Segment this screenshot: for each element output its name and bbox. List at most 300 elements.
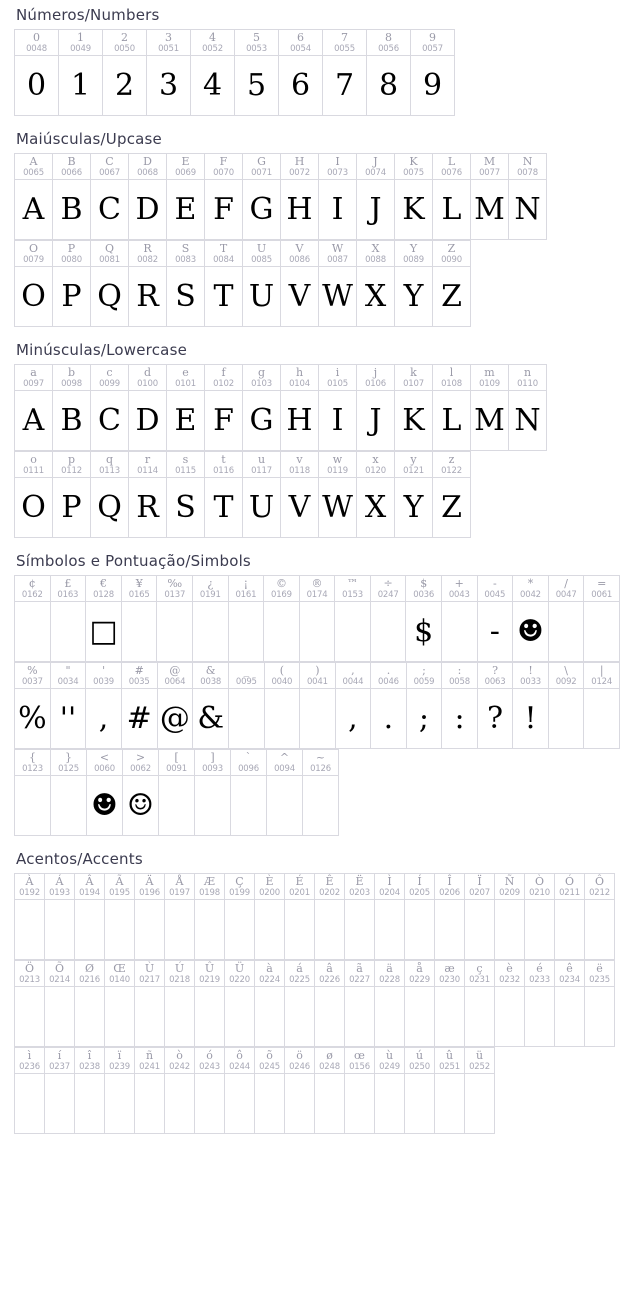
glyph-char-label: 2 — [121, 31, 128, 44]
glyph-char-label: à — [266, 962, 273, 975]
glyph-code-label: 0091 — [166, 764, 187, 774]
glyph-header-cell — [15, 154, 53, 180]
glyph-sample: . — [383, 700, 394, 736]
glyph-sample — [264, 602, 299, 660]
glyph-header-cell — [165, 1048, 195, 1074]
glyph-code-label: 0110 — [517, 379, 538, 389]
glyph-header — [395, 452, 432, 476]
glyph-char-label: Ò — [534, 875, 545, 888]
glyph-cell — [53, 180, 91, 240]
glyph-cell — [105, 1074, 135, 1134]
glyph-char-label: P — [67, 242, 76, 255]
glyph-header-cell — [323, 30, 367, 56]
glyph-char-label: ê — [566, 962, 573, 975]
glyph-header — [235, 30, 278, 54]
glyph-code-label: 0200 — [259, 888, 280, 898]
glyph-header — [191, 30, 234, 54]
glyph-header — [53, 452, 90, 476]
glyph-code-label: 0034 — [57, 677, 79, 687]
glyph-header-cell — [195, 750, 231, 776]
glyph-header — [335, 576, 370, 600]
glyph-code-label: 0192 — [19, 888, 40, 898]
glyph-header-cell — [255, 961, 285, 987]
glyph-sample — [549, 689, 584, 747]
glyph-header-cell — [157, 576, 193, 602]
glyph-char-label: x — [372, 453, 379, 466]
glyph-code-label: 0041 — [306, 677, 328, 687]
glyph-code-label: 0206 — [439, 888, 460, 898]
glyph-body-row — [15, 602, 620, 662]
glyph-code-label: 0116 — [213, 466, 234, 476]
glyph-cell — [548, 602, 584, 662]
glyph-code-label: 0231 — [469, 975, 490, 985]
glyph-header-cell — [105, 874, 135, 900]
glyph-header — [315, 874, 344, 898]
glyph-cell — [195, 1074, 225, 1134]
glyph-sample: R — [136, 489, 159, 525]
glyph-char-label: ™ — [347, 577, 359, 590]
glyph-code-label: 0055 — [334, 44, 355, 54]
glyph-code-label: 0165 — [128, 590, 150, 600]
glyph-code-label: 0047 — [555, 590, 577, 600]
glyph-code-label: 0070 — [213, 168, 234, 178]
glyph-char-label: 4 — [209, 31, 216, 44]
glyph-header — [45, 961, 74, 985]
glyph-header — [75, 874, 104, 898]
glyph-sample: □ — [89, 613, 118, 649]
glyph-header — [371, 663, 406, 687]
glyph-code-label: 0163 — [57, 590, 79, 600]
glyph-header-cell — [157, 663, 193, 689]
glyph-char-label: ® — [311, 577, 323, 590]
glyph-cell — [195, 900, 225, 960]
glyph-cell — [584, 689, 620, 749]
glyph-header-cell — [15, 241, 53, 267]
glyph-cell — [315, 987, 345, 1047]
glyph-header-cell — [86, 576, 122, 602]
glyph-header — [15, 663, 50, 687]
glyph-code-label: 0122 — [441, 466, 462, 476]
glyph-sample — [300, 689, 335, 747]
glyph-code-label: 0162 — [21, 590, 43, 600]
glyph-char-label: ¢ — [28, 577, 36, 590]
glyph-code-label: 0111 — [23, 466, 44, 476]
glyph-header — [159, 750, 194, 774]
glyph-header-cell — [195, 874, 225, 900]
glyph-header — [319, 241, 356, 265]
glyph-header — [478, 576, 513, 600]
glyph-char-label: œ — [354, 1049, 365, 1062]
glyph-cell — [243, 391, 281, 451]
glyph-code-label: 0123 — [22, 764, 43, 774]
glyph-code-label: 0080 — [61, 255, 82, 265]
glyph-code-label: 0174 — [306, 590, 328, 600]
section-title: Símbolos e Pontuação/Simbols — [16, 552, 251, 570]
glyph-sample: W — [322, 278, 353, 314]
glyph-code-label: 0248 — [319, 1062, 340, 1072]
glyph-sample: ☺ — [127, 787, 154, 823]
glyph-char-label: Y — [409, 242, 418, 255]
glyph-header — [442, 663, 477, 687]
glyph-header — [243, 365, 280, 389]
glyph-header — [285, 961, 314, 985]
glyph-sample: X — [364, 489, 387, 525]
glyph-sample: J — [369, 191, 382, 227]
glyph-sample — [75, 1074, 104, 1132]
glyph-grid-wrap — [0, 153, 620, 327]
glyph-char-label: ` — [245, 751, 252, 764]
glyph-cell — [335, 602, 371, 662]
glyph-sample — [345, 1074, 374, 1132]
glyph-header — [267, 750, 302, 774]
glyph-header — [167, 154, 204, 178]
glyph-header — [407, 663, 442, 687]
glyph-code-label: 0210 — [529, 888, 550, 898]
glyph-code-label: 0058 — [449, 677, 470, 687]
glyph-code-label: 0100 — [137, 379, 158, 389]
glyph-char-label: J — [373, 155, 378, 168]
glyph-header — [167, 452, 204, 476]
glyph-body-row — [15, 689, 620, 749]
glyph-header — [281, 452, 318, 476]
glyph-header — [405, 874, 434, 898]
glyph-header — [357, 452, 394, 476]
glyph-header — [357, 365, 394, 389]
glyph-char-label: q — [105, 453, 114, 466]
glyph-header-cell — [319, 452, 357, 478]
glyph-sample: Z — [441, 489, 462, 525]
glyph-body-row — [15, 987, 615, 1047]
glyph-code-label: 0045 — [484, 590, 506, 600]
glyph-section — [0, 0, 620, 116]
glyph-cell — [367, 56, 411, 116]
glyph-char-label: Z — [447, 242, 456, 255]
glyph-char-label: Ì — [387, 875, 392, 888]
glyph-code-label: 0207 — [469, 888, 490, 898]
glyph-cell — [75, 1074, 105, 1134]
glyph-cell — [15, 267, 53, 327]
glyph-code-label: 0081 — [99, 255, 120, 265]
glyph-code-label: 0074 — [365, 168, 386, 178]
glyph-header — [231, 750, 266, 774]
glyph-table — [14, 960, 615, 1047]
glyph-header — [122, 663, 157, 687]
glyph-header — [357, 154, 394, 178]
glyph-sample — [345, 987, 374, 1045]
glyph-header-cell — [243, 154, 281, 180]
glyph-header-cell — [91, 241, 129, 267]
glyph-code-label: 0097 — [23, 379, 44, 389]
glyph-header-cell — [395, 452, 433, 478]
glyph-sample — [303, 776, 338, 834]
glyph-sample: N — [514, 402, 541, 438]
glyph-grid-wrap — [0, 364, 620, 538]
glyph-header — [465, 1048, 494, 1072]
glyph-sample: 5 — [246, 67, 267, 103]
glyph-sample — [135, 1074, 164, 1132]
glyph-cell — [75, 987, 105, 1047]
glyph-char-label: O — [28, 242, 39, 255]
glyph-sample: ☻ — [517, 613, 544, 649]
glyph-header-cell — [345, 961, 375, 987]
glyph-header-cell — [584, 576, 620, 602]
glyph-header-cell — [345, 874, 375, 900]
glyph-sample — [45, 900, 74, 958]
glyph-cell — [406, 602, 442, 662]
glyph-sample — [300, 602, 335, 660]
glyph-code-label: 0224 — [259, 975, 280, 985]
glyph-char-label: v — [296, 453, 303, 466]
glyph-code-label: 0245 — [259, 1062, 280, 1072]
glyph-code-label: 0119 — [327, 466, 348, 476]
glyph-code-label: 0197 — [169, 888, 190, 898]
glyph-header — [243, 241, 280, 265]
glyph-body-row — [15, 776, 339, 836]
glyph-char-label: ‰ — [167, 577, 183, 590]
glyph-cell — [585, 987, 615, 1047]
glyph-header-cell — [264, 576, 300, 602]
glyph-sample: M — [474, 402, 505, 438]
glyph-header — [319, 365, 356, 389]
glyph-char-label: w — [332, 453, 343, 466]
glyph-header — [319, 154, 356, 178]
glyph-sample — [165, 1074, 194, 1132]
glyph-header-cell — [406, 576, 442, 602]
glyph-code-label: 0120 — [365, 466, 386, 476]
glyph-cell — [375, 900, 405, 960]
glyph-sample: T — [213, 278, 234, 314]
glyph-cell — [375, 987, 405, 1047]
glyph-cell — [477, 602, 513, 662]
glyph-header-cell — [15, 576, 51, 602]
glyph-char-label: 9 — [429, 31, 436, 44]
glyph-char-label: ^ — [279, 751, 290, 764]
glyph-char-label: F — [219, 155, 228, 168]
glyph-cell — [15, 689, 51, 749]
glyph-header — [367, 30, 410, 54]
glyph-char-label: V — [295, 242, 304, 255]
glyph-cell — [15, 391, 53, 451]
glyph-code-label: 0218 — [169, 975, 190, 985]
glyph-cell — [495, 987, 525, 1047]
glyph-char-label: î — [87, 1049, 92, 1062]
glyph-char-label: b — [67, 366, 76, 379]
glyph-header-cell — [15, 663, 51, 689]
glyph-cell — [91, 267, 129, 327]
glyph-char-label: ò — [176, 1049, 183, 1062]
glyph-header-cell — [319, 241, 357, 267]
glyph-code-label: 0068 — [137, 168, 158, 178]
glyph-code-label: 0087 — [327, 255, 348, 265]
glyph-sample: D — [135, 191, 160, 227]
glyph-char-label: M — [483, 155, 496, 168]
glyph-char-label: a — [30, 366, 37, 379]
glyph-sample: V — [288, 489, 311, 525]
glyph-grid-wrap — [0, 873, 620, 1134]
glyph-header — [105, 1048, 134, 1072]
glyph-sample: O — [21, 278, 46, 314]
glyph-header-cell — [87, 750, 123, 776]
glyph-header-cell — [300, 663, 336, 689]
glyph-char-label: + — [454, 577, 464, 590]
glyph-sample — [549, 602, 584, 660]
glyph-cell — [357, 267, 395, 327]
glyph-header-cell — [15, 1048, 45, 1074]
glyph-char-label: ú — [415, 1049, 424, 1062]
glyph-code-label: 0249 — [379, 1062, 400, 1072]
glyph-code-label: 0083 — [175, 255, 196, 265]
glyph-char-label: ' — [102, 664, 106, 677]
glyph-sample — [555, 900, 584, 958]
glyph-code-label: 0038 — [200, 677, 222, 687]
glyph-sample: A — [22, 402, 45, 438]
glyph-cell — [300, 689, 336, 749]
glyph-header-cell — [495, 874, 525, 900]
glyph-cell — [279, 56, 323, 116]
glyph-sample: V — [288, 278, 311, 314]
glyph-header — [395, 241, 432, 265]
glyph-code-label: 0056 — [378, 44, 399, 54]
glyph-char-label: A — [29, 155, 38, 168]
glyph-char-label: Ø — [84, 962, 95, 975]
glyph-char-label: õ — [266, 1049, 273, 1062]
glyph-header-cell — [45, 961, 75, 987]
glyph-code-label: 0216 — [79, 975, 100, 985]
glyph-sample — [105, 900, 134, 958]
glyph-char-label: - — [492, 577, 497, 590]
glyph-code-label: 0059 — [413, 677, 435, 687]
glyph-header — [406, 576, 441, 600]
glyph-char-label: | — [599, 664, 604, 677]
glyph-header — [300, 663, 335, 687]
glyph-header-cell — [135, 1048, 165, 1074]
glyph-header — [147, 30, 190, 54]
glyph-sample: H — [286, 402, 313, 438]
glyph-code-label: 0233 — [529, 975, 550, 985]
glyph-char-label: $ — [420, 577, 428, 590]
glyph-header-cell — [205, 452, 243, 478]
glyph-char-label: á — [296, 962, 303, 975]
glyph-sample — [15, 987, 44, 1045]
glyph-header — [53, 365, 90, 389]
glyph-header — [193, 663, 228, 687]
glyph-header-cell — [319, 154, 357, 180]
glyph-sample — [345, 900, 374, 958]
glyph-cell — [281, 478, 319, 538]
glyph-header — [525, 874, 554, 898]
glyph-sample: @ — [159, 700, 190, 736]
glyph-sample — [51, 602, 86, 660]
glyph-char-label: ¡ — [243, 577, 249, 590]
glyph-header — [584, 663, 619, 687]
glyph-cell — [285, 900, 315, 960]
glyph-header-cell — [395, 154, 433, 180]
glyph-cell — [315, 1074, 345, 1134]
glyph-section — [0, 124, 620, 327]
glyph-sample — [371, 602, 406, 660]
glyph-sample — [335, 602, 370, 660]
glyph-header — [53, 241, 90, 265]
glyph-char-label: ÷ — [383, 577, 393, 590]
glyph-header-cell — [267, 750, 303, 776]
glyph-header — [495, 874, 524, 898]
glyph-table — [14, 153, 547, 240]
glyph-cell — [243, 267, 281, 327]
glyph-sample — [75, 987, 104, 1045]
glyph-header — [129, 452, 166, 476]
glyph-header — [319, 452, 356, 476]
glyph-char-label: © — [275, 577, 287, 590]
glyph-char-label: C — [105, 155, 114, 168]
glyph-header-cell — [75, 874, 105, 900]
glyph-char-label: , — [351, 664, 355, 677]
glyph-char-label: # — [134, 664, 144, 677]
glyph-code-label: 0169 — [271, 590, 292, 600]
glyph-table — [14, 1047, 495, 1134]
glyph-header — [105, 961, 134, 985]
glyph-table — [14, 240, 471, 327]
glyph-body-row — [15, 180, 547, 240]
glyph-header-cell — [345, 1048, 375, 1074]
glyph-cell — [495, 900, 525, 960]
glyph-header-row — [15, 365, 547, 391]
glyph-body-row — [15, 478, 471, 538]
glyph-cell — [370, 602, 406, 662]
glyph-code-label: 0040 — [271, 677, 293, 687]
glyph-char-label: ï — [117, 1049, 122, 1062]
glyph-code-label: 0094 — [274, 764, 295, 774]
glyph-char-label: Ã — [115, 875, 124, 888]
glyph-code-label: 0227 — [349, 975, 370, 985]
glyph-char-label: Ñ — [504, 875, 515, 888]
glyph-header-cell — [465, 961, 495, 987]
glyph-char-label: ; — [422, 664, 426, 677]
glyph-code-label: 0063 — [484, 677, 506, 687]
glyph-char-label: z — [448, 453, 455, 466]
glyph-cell — [129, 478, 167, 538]
glyph-code-label: 0199 — [229, 888, 250, 898]
glyph-header — [45, 1048, 74, 1072]
glyph-cell — [229, 689, 265, 749]
glyph-char-label: I — [335, 155, 340, 168]
glyph-header-cell — [471, 365, 509, 391]
glyph-header — [513, 576, 548, 600]
glyph-header — [15, 750, 50, 774]
glyph-code-label: 0201 — [289, 888, 310, 898]
glyph-cell — [91, 180, 129, 240]
glyph-char-label: Õ — [54, 962, 65, 975]
glyph-char-label: ô — [236, 1049, 243, 1062]
glyph-header-cell — [433, 241, 471, 267]
glyph-code-label: 0084 — [213, 255, 234, 265]
glyph-char-label: Ö — [24, 962, 35, 975]
glyph-char-label: H — [294, 155, 305, 168]
glyph-cell — [193, 602, 229, 662]
glyph-cell — [59, 56, 103, 116]
glyph-char-label: € — [100, 577, 108, 590]
glyph-char-label: Î — [447, 875, 452, 888]
glyph-sample: T — [213, 489, 234, 525]
glyph-cell — [319, 478, 357, 538]
glyph-cell — [15, 776, 51, 836]
glyph-char-label: å — [416, 962, 423, 975]
glyph-sample — [315, 900, 344, 958]
glyph-char-label: À — [25, 875, 34, 888]
glyph-code-label: 0112 — [61, 466, 82, 476]
glyph-sample — [405, 987, 434, 1045]
glyph-sample — [375, 900, 404, 958]
glyph-code-label: 0054 — [290, 44, 311, 54]
